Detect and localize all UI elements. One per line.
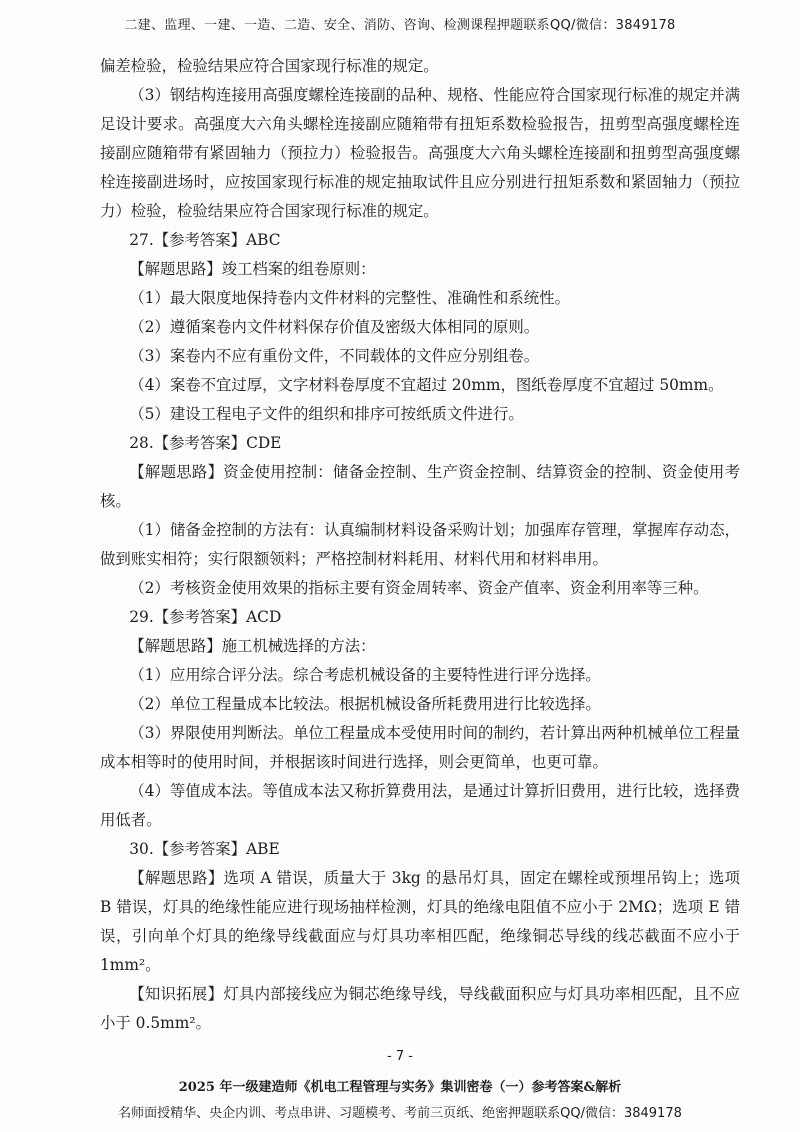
list-item: （1）应用综合评分法。综合考虑机械设备的主要特性进行评分选择。	[129, 666, 601, 684]
paragraph: （3）钢结构连接用高强度螺栓连接副的品种、规格、性能应符合国家现行标准的规定并满足设计要求。高强度大六角头螺栓连接副应随箱带有扭矩系数检验报告，扭剪型高强度螺栓连接副应随箱带有紧固轴力（预拉力）检验报告。高强度大六角头螺栓连接副和扭剪型高强度螺栓连接副进场时，应按国家现行标准的规定抽取试件且应分别进行扭矩系数和紧固轴力（预拉力）检验，检验结果应符合国家现行标准的规定。	[100, 86, 740, 220]
answer-heading-27: 27.【参考答案】ABC	[129, 231, 281, 249]
solution-idea-30: 【解题思路】选项 A 错误，质量大于 3kg 的悬吊灯具，固定在螺栓或预埋吊钩上；选项 B 错误，灯具的绝缘性能应进行现场抽样检测，灯具的绝缘电阻值不应小于 2MΩ；选项 E 错误，引向单个灯具的绝缘导线截面应与灯具功率相匹配，绝缘铜芯导线的线芯截面不应小于 1mm²。	[100, 869, 740, 974]
answer-heading-28: 28.【参考答案】CDE	[129, 434, 282, 452]
footer-title: 2025 年一级建造师《机电工程管理与实务》集训密卷（一）参考答案&解析	[178, 1080, 622, 1095]
footer-ad: 名师面授精华、央企内训、考点串讲、习题模考、考前三页纸、绝密押题联系QQ/微信：3849178	[118, 1106, 682, 1121]
page-header: 二建、监理、一建、一造、二造、安全、消防、咨询、检测课程押题联系QQ/微信：3849178	[124, 18, 676, 33]
document-body	[100, 52, 740, 1038]
list-item: （3）界限使用判断法。单位工程量成本受使用时间的制约，若计算出两种机械单位工程量成本相等时的使用时间，并根据该时间进行选择，则会更简单，也更可靠。	[100, 724, 740, 771]
page-number: - 7 -	[387, 1049, 413, 1064]
answer-heading-29: 29.【参考答案】ACD	[129, 608, 282, 626]
list-item: （1）最大限度地保持卷内文件材料的完整性、准确性和系统性。	[129, 289, 570, 307]
solution-idea-28: 【解题思路】资金使用控制：储备金控制、生产资金控制、结算资金的控制、资金使用考核。	[100, 463, 740, 510]
list-item: （1）储备金控制的方法有：认真编制材料设备采购计划；加强库存管理，掌握库存动态，做到账实相符；实行限额领料；严格控制材料耗用、材料代用和材料串用。	[100, 521, 740, 568]
solution-idea-27: 【解题思路】竣工档案的组卷原则：	[129, 260, 376, 278]
list-item: （4）案卷不宜过厚，文字材料卷厚度不宜超过 20mm，图纸卷厚度不宜超过 50mm。	[129, 376, 724, 394]
paragraph: 偏差检验，检验结果应符合国家现行标准的规定。	[100, 57, 439, 75]
list-item: （2）考核资金使用效果的指标主要有资金周转率、资金产值率、资金利用率等三种。	[129, 579, 709, 597]
solution-idea-29: 【解题思路】施工机械选择的方法：	[129, 637, 376, 655]
list-item: （3）案卷内不应有重份文件，不同载体的文件应分别组卷。	[129, 347, 540, 365]
knowledge-extension-30: 【知识拓展】灯具内部接线应为铜芯绝缘导线，导线截面积应与灯具功率相匹配，且不应小于 0.5mm²。	[100, 985, 740, 1032]
answer-heading-30: 30.【参考答案】ABE	[129, 840, 280, 858]
list-item: （4）等值成本法。等值成本法又称折算费用法，是通过计算折旧费用，进行比较，选择费用低者。	[100, 782, 740, 829]
list-item: （5）建设工程电子文件的组织和排序可按纸质文件进行。	[129, 405, 524, 423]
list-item: （2）单位工程量成本比较法。根据机械设备所耗费用进行比较选择。	[129, 695, 601, 713]
list-item: （2）遵循案卷内文件材料保存价值及密级大体相同的原则。	[129, 318, 540, 336]
